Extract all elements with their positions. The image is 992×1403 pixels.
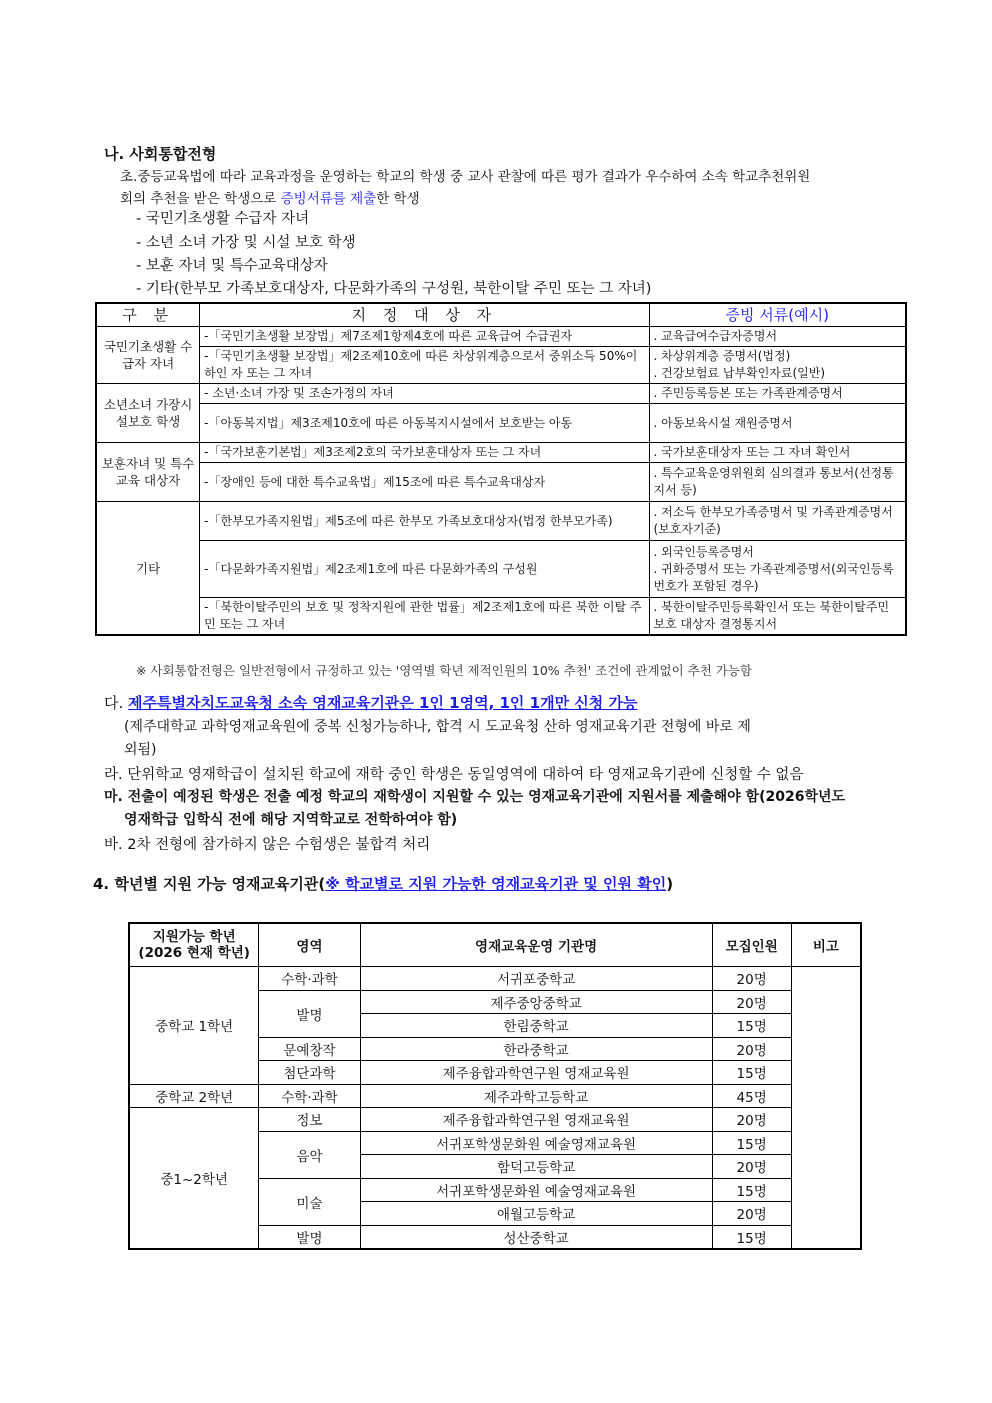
inst-cell: 서귀포학생문화원 예술영재교육원 [360, 1131, 712, 1155]
title-text: ) [666, 875, 674, 893]
inst-cell: 애월고등학교 [360, 1202, 712, 1226]
table-row [129, 1108, 861, 1132]
prefix: 다. [104, 694, 129, 712]
section-ba: 바. 2차 전형에 참가하지 않은 수험생은 불합격 처리 [104, 837, 431, 853]
inst-cell: 성산중학교 [360, 1225, 712, 1249]
area-cell: 수학·과학 [259, 967, 360, 991]
category-cell: 소년소녀 가장시설보호 학생 [96, 384, 200, 443]
section-da-title [104, 692, 637, 713]
count-cell: 20명 [712, 967, 791, 991]
count-cell: 15명 [712, 1178, 791, 1202]
desc-text: 한 학생 [376, 191, 420, 207]
doc-cell: . 주민등록등본 또는 가족관계증명서 [649, 384, 906, 404]
doc-line: . 건강보험료 납부확인자료(일반) [653, 366, 826, 380]
table-header: 영재교육운영 기관명 [360, 923, 712, 967]
list-item: - 국민기초생활 수급자 자녀 [136, 211, 310, 227]
title-highlight: ※ 학교별로 지원 가능한 영재교육기관 및 인원 확인 [325, 875, 667, 893]
count-cell: 15명 [712, 1131, 791, 1155]
area-cell: 첨단과학 [259, 1061, 360, 1085]
count-cell: 15명 [712, 1061, 791, 1085]
section-ma-line2: 영재학급 입학식 전에 해당 지역학교로 전학하여야 함) [124, 812, 458, 828]
note: ※ 사회통합전형은 일반전형에서 규정하고 있는 '영역별 학년 제적인원의 10% 추천' 조건에 관계없이 추천 가능함 [136, 663, 753, 678]
doc-line: . 귀화증명서 또는 가족관계증명서(외국인등록 번호가 포함된 경우) [653, 561, 894, 593]
inst-cell: 한라중학교 [360, 1037, 712, 1061]
social-integration-table [95, 302, 907, 636]
section-na-desc-2 [120, 187, 420, 207]
inst-cell: 함덕고등학교 [360, 1155, 712, 1179]
table-header: 모집인원 [712, 923, 791, 967]
inst-cell: 제주과학고등학교 [360, 1084, 712, 1108]
grade-cell: 중학교 2학년 [129, 1084, 259, 1108]
category-cell: 국민기초생활 수급자 자녀 [96, 327, 200, 384]
doc-cell: . 교육급여수급자증명서 [649, 327, 906, 347]
section-na-title: 나. 사회통합전형 [104, 145, 217, 163]
inst-cell: 제주중앙중학교 [360, 990, 712, 1014]
count-cell: 20명 [712, 990, 791, 1014]
desc-highlight: 증빙서류를 제출 [280, 191, 377, 207]
grade-cell: 중학교 1학년 [129, 967, 259, 1085]
inst-cell: 서귀포중학교 [360, 967, 712, 991]
header-line: 지원가능 학년 [152, 929, 236, 945]
target-cell: -「다문화가족지원법」제2조제1호에 따른 다문화가족의 구성원 [200, 541, 649, 598]
count-cell: 20명 [712, 1037, 791, 1061]
table-header [129, 923, 259, 967]
list-item: - 보훈 자녀 및 특수교육대상자 [136, 258, 328, 274]
section-ma-line1: 마. 전출이 예정된 학생은 전출 예정 학교의 재학생이 지원할 수 있는 영재교육기관에 지원서를 제출해야 함(2026학년도 [104, 789, 846, 805]
note-cell [791, 967, 861, 1250]
section-da-line3: 외됨) [124, 742, 157, 758]
area-cell: 정보 [259, 1108, 360, 1132]
table-header: 영역 [259, 923, 360, 967]
area-cell: 음악 [259, 1131, 360, 1178]
doc-cell: . 특수교육운영위원회 심의결과 통보서(선정통지서 등) [649, 463, 906, 502]
category-cell: 기타 [96, 502, 200, 636]
institution-table [128, 922, 862, 1250]
area-cell: 발명 [259, 1225, 360, 1249]
target-cell: -「북한이탈주민의 보호 및 정착지원에 관한 법률」제2조제1호에 따른 북한 이탈 주민 또는 그 자녀 [200, 598, 649, 636]
table-row [129, 967, 861, 991]
table-header: 구 분 [96, 303, 200, 327]
inst-cell: 제주융합과학연구원 영재교육원 [360, 1108, 712, 1132]
list-item: - 기타(한부모 가족보호대상자, 다문화가족의 구성원, 북한이탈 주민 또는 그 자녀) [136, 281, 652, 297]
doc-line: . 외국인등록증명서 [653, 544, 754, 559]
header-line: (2026 현재 학년) [138, 945, 250, 961]
category-cell: 보훈자녀 및 특수교육 대상자 [96, 443, 200, 502]
target-cell: -「한부모가족지원법」제5조에 따른 한부모 가족보호대상자(법정 한부모가족) [200, 502, 649, 541]
area-cell: 미술 [259, 1178, 360, 1225]
grade-cell: 중1~2학년 [129, 1108, 259, 1250]
doc-cell [649, 347, 906, 384]
doc-cell [649, 541, 906, 598]
target-cell: - 소년·소녀 가장 및 조손가정의 자녀 [200, 384, 649, 404]
target-cell: -「국가보훈기본법」제3조제2호의 국가보훈대상자 또는 그 자녀 [200, 443, 649, 463]
doc-cell: . 북한이탈주민등록확인서 또는 북한이탈주민 보호 대상자 결정통지서 [649, 598, 906, 636]
table-header: 비고 [791, 923, 861, 967]
count-cell: 20명 [712, 1155, 791, 1179]
doc-cell: . 국가보훈대상자 또는 그 자녀 확인서 [649, 443, 906, 463]
inst-cell: 제주융합과학연구원 영재교육원 [360, 1061, 712, 1085]
inst-cell: 한림중학교 [360, 1014, 712, 1038]
table-header: 증빙 서류(예시) [649, 303, 906, 327]
target-cell: -「국민기초생활 보장법」제2조제10호에 따른 차상위계층으로서 중위소득 50%이하인 자 또는 그 자녀 [200, 347, 649, 384]
section-4-title [93, 873, 673, 894]
count-cell: 45명 [712, 1084, 791, 1108]
count-cell: 15명 [712, 1225, 791, 1249]
title-text: 4. 학년별 지원 가능 영재교육기관( [93, 875, 326, 893]
area-cell: 수학·과학 [259, 1084, 360, 1108]
count-cell: 15명 [712, 1014, 791, 1038]
table-row [129, 1084, 861, 1108]
doc-cell: . 아동보육시설 재원증명서 [649, 404, 906, 443]
table-header: 지 정 대 상 자 [200, 303, 649, 327]
section-da-line2: (제주대학교 과학영재교육원에 중복 신청가능하나, 합격 시 도교육청 산하 영재교육기관 전형에 바로 제 [124, 719, 751, 735]
target-cell: -「장애인 등에 대한 특수교육법」제15조에 따른 특수교육대상자 [200, 463, 649, 502]
list-item: - 소년 소녀 가장 및 시설 보호 학생 [136, 235, 356, 251]
area-cell: 발명 [259, 990, 360, 1037]
inst-cell: 서귀포학생문화원 예술영재교육원 [360, 1178, 712, 1202]
doc-cell: . 저소득 한부모가족증명서 및 가족관계증명서 (보호자기준) [649, 502, 906, 541]
section-da-highlight: 제주특별자치도교육청 소속 영재교육기관은 1인 1영역, 1인 1개만 신청 가능 [128, 694, 638, 712]
area-cell: 문예창작 [259, 1037, 360, 1061]
count-cell: 20명 [712, 1108, 791, 1132]
desc-text: 회의 추천을 받은 학생으로 [120, 191, 281, 207]
count-cell: 20명 [712, 1202, 791, 1226]
target-cell: -「국민기초생활 보장법」제7조제1항제4호에 따른 교육급여 수급권자 [200, 327, 649, 347]
target-cell: -「아동복지법」제3조제10호에 따른 아동복지시설에서 보호받는 아동 [200, 404, 649, 443]
section-ra: 라. 단위학교 영재학급이 설치된 학교에 재학 중인 학생은 동일영역에 대하여 타 영재교육기관에 신청할 수 없음 [104, 767, 804, 783]
section-na-desc-1: 초.중등교육법에 따라 교육과정을 운영하는 학교의 학생 중 교사 관찰에 따른 평가 결과가 우수하여 소속 학교추천위원 [120, 169, 811, 185]
doc-line: . 차상위계층 증명서(법정) [653, 349, 791, 363]
